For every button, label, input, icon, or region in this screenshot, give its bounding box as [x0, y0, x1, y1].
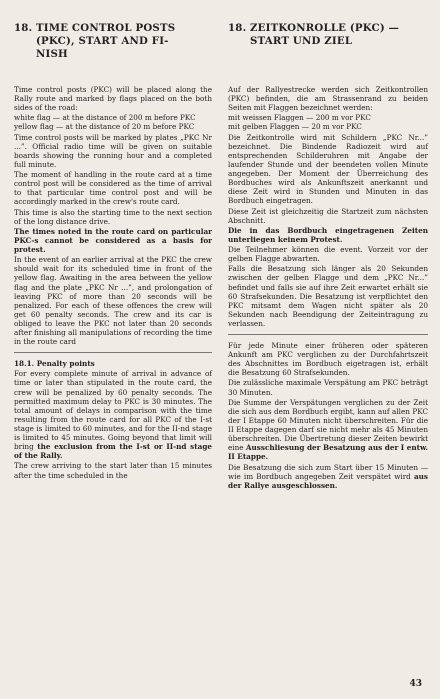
right-white-flag-line: mit weissen Flaggen — 200 m vor PKC [228, 113, 371, 123]
page-number: 43 [409, 679, 422, 689]
right-paragraph-each-minute: Für jede Minute einer früheren oder späteren Ankunft am PKC verglichen zu der Durchfahrtszeit des Abschnittes im Bordbuch eigetragen ist, erhält die Besatzung 60 Strafsekunden. [228, 341, 428, 378]
right-heading-line1: ZEITKONROLLE (PKC) — [250, 22, 400, 34]
left-heading-line1: TIME CONTROL POSTS [36, 22, 176, 34]
right-paragraph-starting-time: Diese Zeit ist gleichzeitig die Startzeit zum nächsten Abschnitt. [228, 206, 428, 225]
right-heading-number: 18. [228, 22, 247, 34]
left-heading-line2: (PKC), START AND FI- [36, 35, 169, 47]
right-paragraph-intro: Auf der Rallyestrecke werden sich Zeitkontrollen (PKC) befinden, die am Strassenrand zu beiden Seiten mit Flaggen bezeichnet werden: [228, 85, 428, 113]
right-column-german [228, 85, 428, 491]
right-yellow-flag-line: mit gelben Flaggen — 20 m vor PKC [228, 122, 362, 132]
right-paragraph-max-delay: Die zulässliche maximale Verspätung am PKC beträgt 30 Minuten. [228, 378, 428, 397]
right-exclusion-text: Ausschliesung der Besatzung aus der I entw. II Etappe. [228, 443, 428, 462]
left-column-english [14, 85, 212, 481]
right-heading-line2: START UND ZIEL [250, 35, 353, 47]
right-heading [228, 22, 428, 48]
right-paragraph-plates: Die Zeitkontrolle wird mit Schildern „PKC Nr...” bezeichnet. Die Bindende Radiozeit wird auf entsprechenden Schilderuhren mit Angabe der laufender Stunde und der beendeten vollen Minute angegeben. Der Moment der Überreichung des Bordbuches wird als Ankunftszeit anerkannt und diese Zeit wird in Stunden und Minuten in das Bordbuch eingetragen. [228, 132, 428, 206]
right-late-start-text: Die Besatzung die sich zum Start über 15 Minuten — wie im Bordbuch angegeben Zeit verspätet wird [228, 462, 428, 481]
left-paragraph-late-start: The crew arriving to the start later than 15 minutes after the time scheduled in the [14, 461, 212, 480]
left-paragraph-no-protest: The times noted in the route card on particular PKC-s cannot be considered as a basis for protest. [14, 226, 212, 255]
right-paragraph-penalty-seconds: Falls die Besatzung sich länger als 20 Sekunden zwischen der gelben Flagge und dem „PKC Nr...” befindet und falls sie auf ihre Zeit erwartet erhält sie 60 Strafsekunden. Die Besatzung ist verpflichtet den PKC mitsamt dem Wagen nicht später als 20 Sekunden nach Beendigung der Zeiteintragung zu verlassen. [228, 264, 428, 328]
right-paragraph-no-protest: Die in das Bordbuch eingetragenen Zeiten unterliegen keinem Protest. [228, 225, 428, 244]
right-paragraph-delay-sum [228, 398, 428, 462]
left-exclusion-text: the exclusion from the I-st or II-nd stage of the Rally. [14, 442, 212, 461]
right-divider [228, 334, 428, 335]
left-paragraph-plates: Time control posts will be marked by plates „PKC Nr ...”. Official radio time will be given on suitable boards showing the running hour and a completed full minute. [14, 132, 212, 169]
left-paragraph-penalty [14, 369, 212, 460]
right-late-start-exclusion: aus der Rallye ausgeschlossen. [228, 471, 428, 490]
left-heading-line3: NISH [36, 48, 68, 60]
left-white-flag-line: white flag — at the distance of 200 m before PKC [14, 113, 196, 123]
left-paragraph-intro: Time control posts (PKC) will be placed along the Rally route and marked by flags placed on the both sides of the road: [14, 85, 212, 113]
left-heading-number: 18. [14, 22, 33, 34]
left-yellow-flag-line: yellow flag — at the distance of 20 m before PKC [14, 122, 195, 132]
left-paragraph-starting-time: This time is also the starting time to the next section of the long distance drive. [14, 207, 212, 226]
left-divider [14, 352, 212, 353]
left-paragraph-route-card: The moment of handling in the route card at a time control post will be considered as the time of arrival to that particular time control post and will be accordingly marked in the crew's route card. [14, 170, 212, 207]
right-paragraph-waiting: Die Teilnehmer können die event. Vorzeit vor der gelben Flagge abwarten. [228, 245, 428, 264]
right-delay-sum-text: Die Summe der Verspätungen verglichen zu der Zeit die sich aus dem Bordbuch ergibt, kann auf allen PKC der I Etappe 60 Minuten nicht überschreiten. Für die II Etappe dagegen darf sie nicht mehr als 45 Minuten überschreiten. Die Übertretung dieser Zeiten bewirkt eine [228, 397, 428, 453]
right-paragraph-late-start [228, 463, 428, 490]
left-paragraph-early-arrival: In the event of an earlier arrival at the PKC the crew should wait for its scheduled time in front of the yellow flag. Awaiting in the area between the yellow flag and the plate „PKC Nr ...”, and prolongation of leaving PKC of more than 20 seconds will be penalized. For each of these offences the crew will get 60 penalty seconds. The crew and its car is obliged to leave the PKC not later than 20 seconds after finishing all manipulations of recording the time in the route card [14, 255, 212, 347]
left-penalty-text: For every complete minute of arrival in advance of time or later than stipulated in the route card, the crew will be penalized by 60 penalty seconds. The permitted maximum delay to PKC is 30 minutes. The total amount of delays in comparison with the time resulting from the route card for all PKC of the I-st stage is limited to 60 minutes, and for the II-nd stage is limited to 45 minutes. Going beyond that limit will bring [14, 369, 212, 452]
left-heading [14, 22, 212, 61]
left-subheading-penalty: 18.1. Penalty points [14, 359, 95, 369]
